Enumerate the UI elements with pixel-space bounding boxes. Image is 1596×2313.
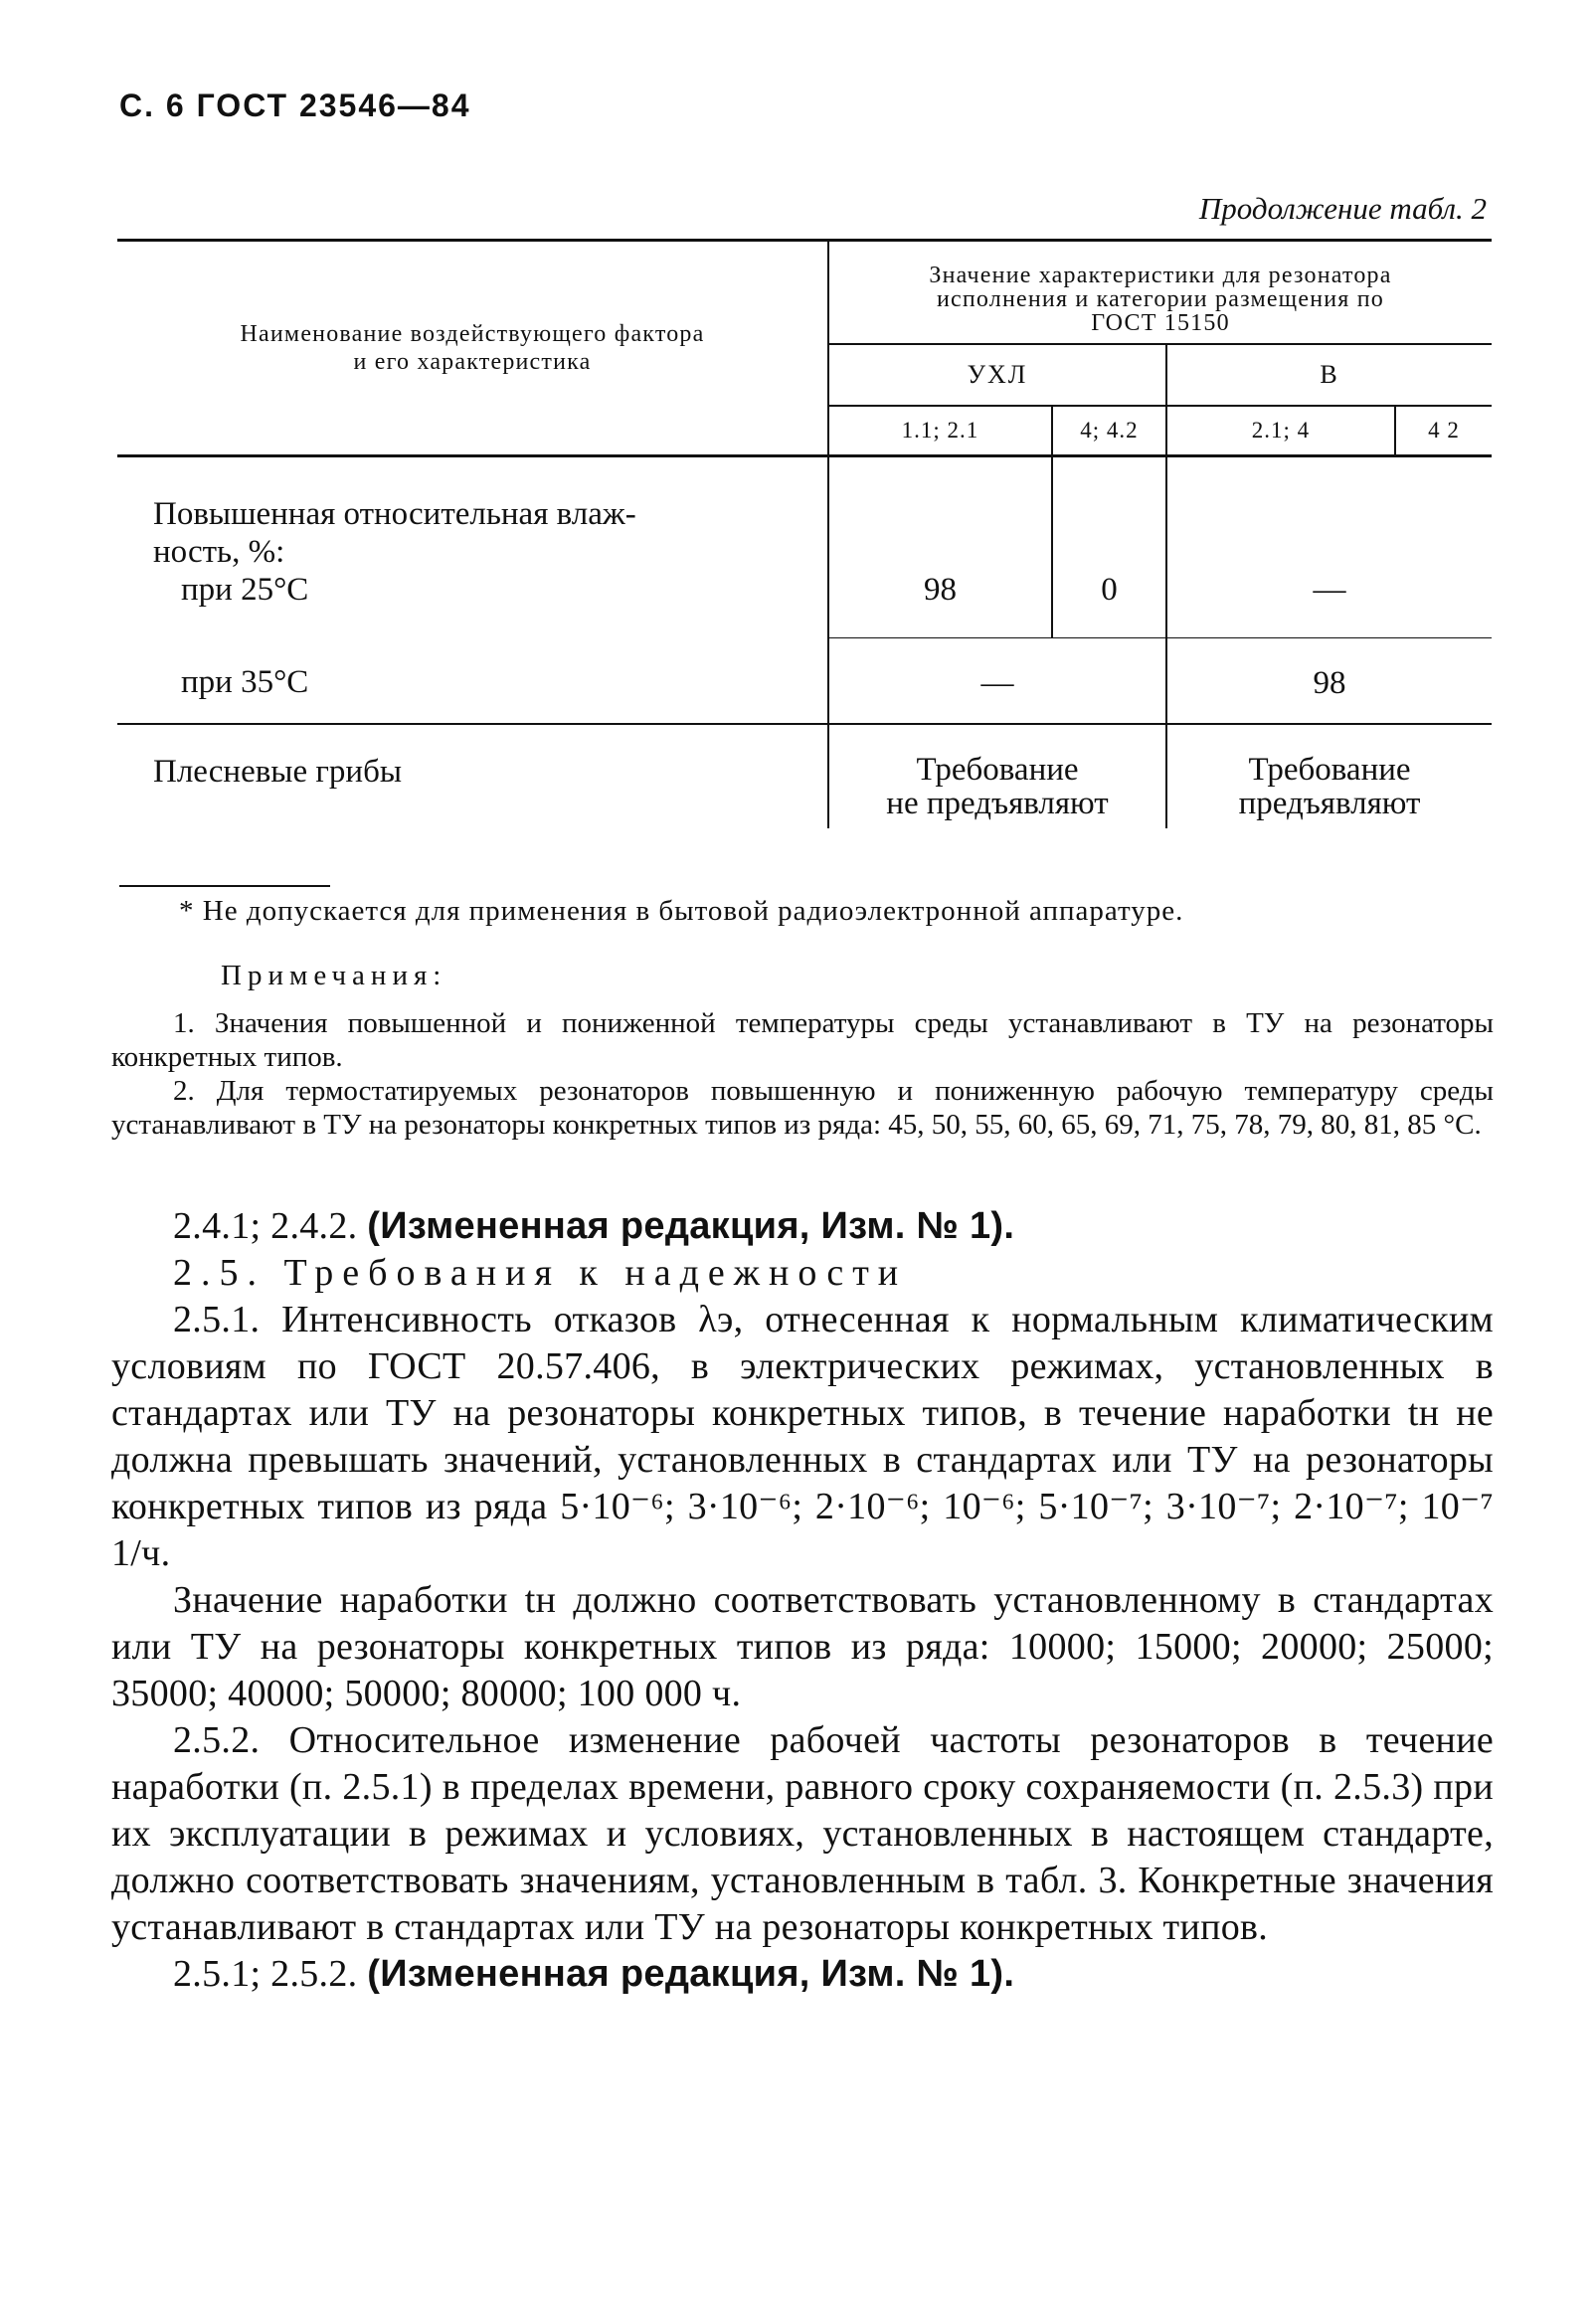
subcolumn-header: 2.1; 4 xyxy=(1166,406,1395,456)
value-cell: — xyxy=(1166,456,1492,638)
factor-cell: Повышенная относительная влаж- ность, %: при 25°С xyxy=(153,496,636,608)
value-column-header: Значение характеристики для резонатора исполнения и категории размещения по ГОСТ 15150 xyxy=(828,241,1492,345)
note-item: 1. Значения повышенной и пониженной температуры среды устанавливают в ТУ на резонаторы конкретных типов. xyxy=(111,1007,1494,1073)
group-header-v: В xyxy=(1166,344,1492,406)
table-row xyxy=(117,724,1492,828)
paragraph: 2.5.1. Интенсивность отказов λэ, отнесенная к нормальным климатическим условиям по ГОСТ 20.57.406, в электрических режимах, установленных в стандартах или ТУ на резонаторы конкретных типов, в течение наработки tн не должна превышать значений, установленных в стандартах или ТУ на резонаторы конкретных типов из ряда 5·10⁻⁶; 3·10⁻⁶; 2·10⁻⁶; 10⁻⁶; 5·10⁻⁷; 3·10⁻⁷; 2·10⁻⁷; 10⁻⁷ 1/ч. xyxy=(111,1299,1494,1574)
value-cell: — xyxy=(828,637,1166,724)
subcolumn-header: 1.1; 2.1 xyxy=(828,406,1052,456)
factor-cell: при 35°С xyxy=(117,637,828,724)
value-cell: 98 xyxy=(1166,637,1492,724)
paragraph: 2.4.1; 2.4.2. (Измененная редакция, Изм. № 1). xyxy=(173,1205,1015,1247)
table-row xyxy=(117,456,1492,638)
paragraph: 2.5.1; 2.5.2. (Измененная редакция, Изм. № 1). xyxy=(173,1953,1015,1995)
value-cell: Требование предъявляют xyxy=(1166,724,1492,828)
value-cell: Требование не предъявляют xyxy=(828,724,1166,828)
footnote-rule xyxy=(119,885,330,887)
table-2 xyxy=(117,239,1492,828)
page-header: С. 6 ГОСТ 23546—84 xyxy=(119,88,471,123)
factor-cell: Плесневые грибы xyxy=(153,754,403,790)
factor-column-header: Наименование воздействующего фактора и его характеристика xyxy=(117,241,828,456)
subcolumn-header: 4; 4.2 xyxy=(1052,406,1166,456)
table-row xyxy=(117,637,1492,724)
paragraph: Значение наработки tн должно соответствовать установленному в стандартах или ТУ на резонаторы конкретных типов из ряда: 10000; 15000; 20000; 25000; 35000; 40000; 50000; 80000; 100 000 ч. xyxy=(111,1579,1494,1714)
value-cell: 98 xyxy=(828,456,1052,638)
subcolumn-header: 4 2 xyxy=(1395,406,1492,456)
notes-list xyxy=(111,1006,1494,1142)
section-heading: 2.5. Требования к надежности xyxy=(173,1252,908,1294)
note-item: 2. Для термостатируемых резонаторов повышенную и пониженную рабочую температуру среды устанавливают в ТУ на резонаторы конкретных типов из ряда: 45, 50, 55, 60, 65, 69, 71, 75, 78, 79, 80, 81, 85 °С. xyxy=(111,1075,1494,1141)
paragraph: 2.5.2. Относительное изменение рабочей частоты резонаторов в течение наработки (п. 2.5.1) в пределах времени, равного сроку сохраняемости (п. 2.5.3) при их эксплуатации в режимах и условиях, установленных в настоящем стандарте, должно соответствовать значениям, установленным в табл. 3. Конкретные значения устанавливают в стандартах или ТУ на резонаторы конкретных типов. xyxy=(111,1719,1494,1948)
value-cell: 0 xyxy=(1052,456,1166,638)
body-text xyxy=(111,1203,1494,1998)
footnote: * Не допускается для применения в бытовой радиоэлектронной аппаратуре. xyxy=(179,895,1184,927)
group-header-uhl: УХЛ xyxy=(828,344,1166,406)
table-continuation-label: Продолжение табл. 2 xyxy=(1198,191,1487,226)
notes-title: Примечания: xyxy=(221,960,447,991)
